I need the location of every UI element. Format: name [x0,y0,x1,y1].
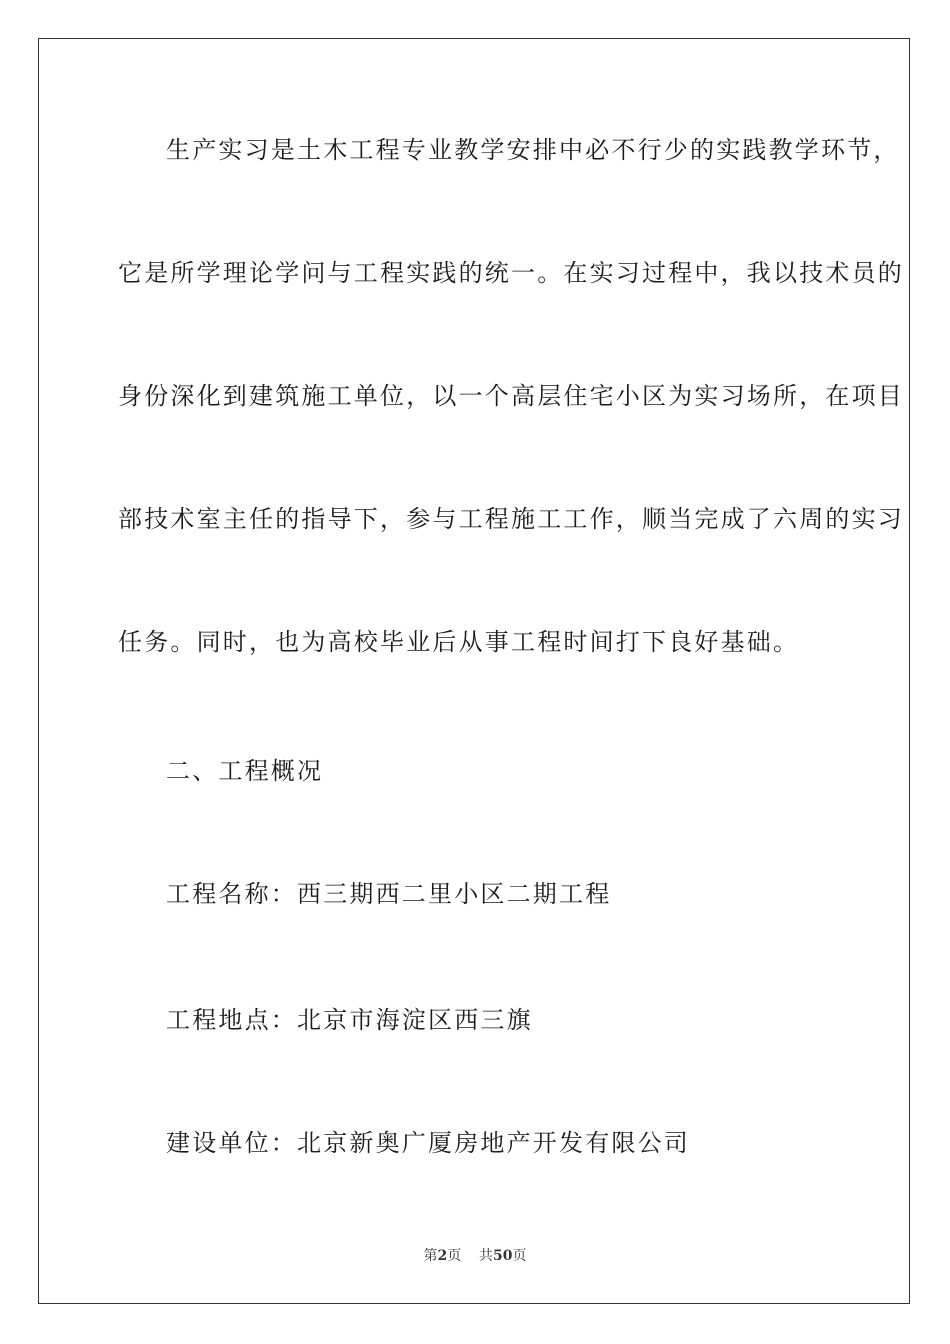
paragraph-line-3: 身份深化到建筑施工单位，以一个高层住宅小区为实习场所，在项目 [118,382,904,410]
footer-page-suffix: 页 [447,1248,462,1264]
paragraph-line-5: 任务。同时，也为高校毕业后从事工程时间打下良好基础。 [118,628,800,656]
footer-total-prefix: 共 [479,1248,494,1264]
page-border [38,38,910,1304]
construction-unit: 建设单位：北京新奥广厦房地产开发有限公司 [166,1129,690,1157]
project-name: 工程名称：西三期西二里小区二期工程 [166,880,612,908]
project-location: 工程地点：北京市海淀区西三旗 [166,1006,533,1034]
paragraph-line-2: 它是所学理论学问与工程实践的统一。在实习过程中，我以技术员的 [118,259,904,287]
footer-page-prefix: 第 [423,1248,438,1264]
footer-total-suffix: 页 [512,1248,527,1264]
footer-total-pages: 50 [493,1248,513,1264]
paragraph-line-1: 生产实习是土木工程专业教学安排中必不行少的实践教学环节， [166,136,900,164]
page-footer [0,1247,950,1265]
paragraph-line-4: 部技术室主任的指导下，参与工程施工工作，顺当完成了六周的实习 [118,505,904,533]
footer-page-number: 2 [437,1248,448,1264]
section-heading: 二、工程概况 [166,757,324,785]
